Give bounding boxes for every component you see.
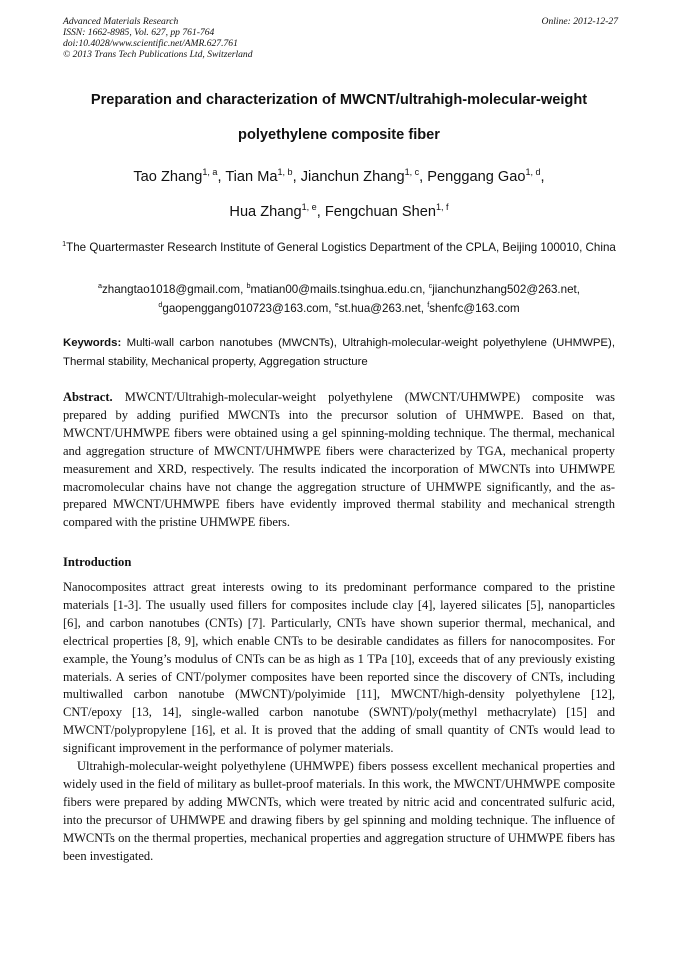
affiliation-text: The Quartermaster Research Institute of General Logistics Department of the CPLA, Beijing 100010, China bbox=[66, 241, 616, 254]
keywords-text: Multi-wall carbon nanotubes (MWCNTs), Ultrahigh-molecular-weight polyethylene (UHMWPE), Thermal stability, Mechanical property, Aggregation structure bbox=[63, 337, 615, 368]
email-list: $^a$zhangtao1018@gmail.com, $^b$matian00@mails.tsinghua.edu.cn, $^c$jianchunzhang502@263.net, $^d$gaopenggang010723@163.com, $^e$st.hua@263.net, $^f$shenfc@163.com bbox=[97, 281, 581, 315]
author-name: Tian Ma bbox=[225, 169, 278, 185]
author-superscript: 1, f bbox=[436, 202, 449, 213]
abstract-label: Abstract. bbox=[63, 390, 113, 404]
abstract-block bbox=[63, 389, 615, 532]
email-address: jianchunzhang502@263.net bbox=[432, 283, 577, 296]
section-heading-introduction: Introduction bbox=[63, 555, 132, 569]
online-date: Online: 2012-12-27 bbox=[541, 16, 618, 27]
doi-line: doi:10.4028/www.scientific.net/AMR.627.761 bbox=[63, 38, 238, 49]
email-address: zhangtao1018@gmail.com bbox=[101, 283, 241, 296]
paragraph: Nanocomposites attract great interests owing to its predominant performance compared to the pristine materials [1-3]. The usually used fillers for composites include clay [4], layered silicates [5], nanoparticles [6], and carbon nanotubes (CNTs) [7]. Particularly, CNTs have shown superior thermal, mechanical, and electrical properties [8, 9], which enable CNTs to be desirable candidates as fillers for nanocomposites. For example, the Young’s modulus of CNTs can be as high as 1 TPa [10], exceeds that of any previously existing materials. A series of CNT/polymer composites have been reported since the discovery of CNTs, including multiwalled carbon nanotube (MWCNT)/polyimide [11], MWCNT/high-density polyethylene [12], CNT/epoxy [13, 14], single-walled carbon nanotube (SWNT)/poly(methyl methacrylate) [15] and MWCNT/polypropylene [16], et al. It is proved that the adding of small quantity of CNTs would lead to significant improvement in the performance of polymer materials. bbox=[63, 580, 615, 756]
journal-header bbox=[63, 16, 618, 60]
journal-name: Advanced Materials Research bbox=[63, 16, 179, 27]
keywords-block bbox=[63, 334, 615, 372]
keywords-label: Keywords: bbox=[63, 337, 122, 349]
email-address: st.hua@263.net bbox=[338, 302, 421, 315]
introduction-body bbox=[63, 579, 615, 866]
author-superscript: 1, c bbox=[404, 167, 420, 178]
authors-line-2: Hua Zhang$^{1, e}$, Fengchuan Shen$^{1, f}$ bbox=[229, 202, 449, 220]
paragraph: Ultrahigh-molecular-weight polyethylene (UHMWPE) fibers possess excellent mechanical properties and widely used in the field of military as bullet-proof materials. In this work, the MWCNT/UHMWPE composite fibers were prepared by adding MWCNTs, which were treated by nitric acid and concentrated sulfuric acid, into the precursor of UHMWPE and drawing fibers by gel spinning and molding technique. The influence of MWCNTs on the thermal properties, mechanical properties and aggregation structure of UHMWPE fibers has been investigated. bbox=[63, 759, 615, 863]
author-name: Tao Zhang bbox=[133, 169, 203, 185]
author-name: Jianchun Zhang bbox=[300, 169, 405, 185]
copyright-line: © 2013 Trans Tech Publications Ltd, Switzerland bbox=[63, 49, 253, 60]
email-address: matian00@mails.tsinghua.edu.cn bbox=[250, 283, 423, 296]
author-superscript: 1, d bbox=[525, 167, 541, 178]
abstract-text: MWCNT/Ultrahigh-molecular-weight polyethylene (MWCNT/UHMWPE) composite was prepared by adding purified MWCNTs into the precursor solution of UHMWPE. Based on that, MWCNT/UHMWPE fibers were obtained using a gel spinning-molding technique. The thermal, mechanical and aggregation structure of MWCNT/UHMWPE fibers were characterized by TGA, mechanical property measurement and XRD, respectively. The results indicated the incorporation of MWCNTs into UHMWPE macromolecular chains have not change the aggregation structure of UHMWPE significantly, and the as-prepared MWCNT/UHMWPE fibers have evidently improved thermal stability and mechanical strength compared with the pristine UHMWPE fibers. bbox=[63, 390, 616, 530]
author-name: Hua Zhang bbox=[229, 204, 302, 220]
email-address: gaopenggang010723@163.com bbox=[162, 302, 329, 315]
author-superscript: 1, b bbox=[277, 167, 293, 178]
email-address: shenfc@163.com bbox=[429, 302, 520, 315]
issn-line: ISSN: 1662-8985, Vol. 627, pp 761-764 bbox=[63, 27, 215, 38]
author-superscript: 1, e bbox=[301, 202, 317, 213]
paper-title-line-1: Preparation and characterization of MWCNT/ultrahigh-molecular-weight bbox=[90, 92, 588, 108]
paper-title-line-2: polyethylene composite fiber bbox=[238, 127, 440, 143]
author-name: Penggang Gao bbox=[427, 169, 526, 185]
affiliation bbox=[50, 238, 628, 257]
affiliation-superscript: 1 bbox=[62, 239, 67, 249]
author-name: Fengchuan Shen bbox=[324, 204, 436, 220]
authors-line-1: Tao Zhang$^{1, a}$, Tian Ma$^{1, b}$, Jianchun Zhang$^{1, c}$, Penggang Gao$^{1, d}$, bbox=[133, 167, 545, 185]
author-superscript: 1, a bbox=[202, 167, 218, 178]
